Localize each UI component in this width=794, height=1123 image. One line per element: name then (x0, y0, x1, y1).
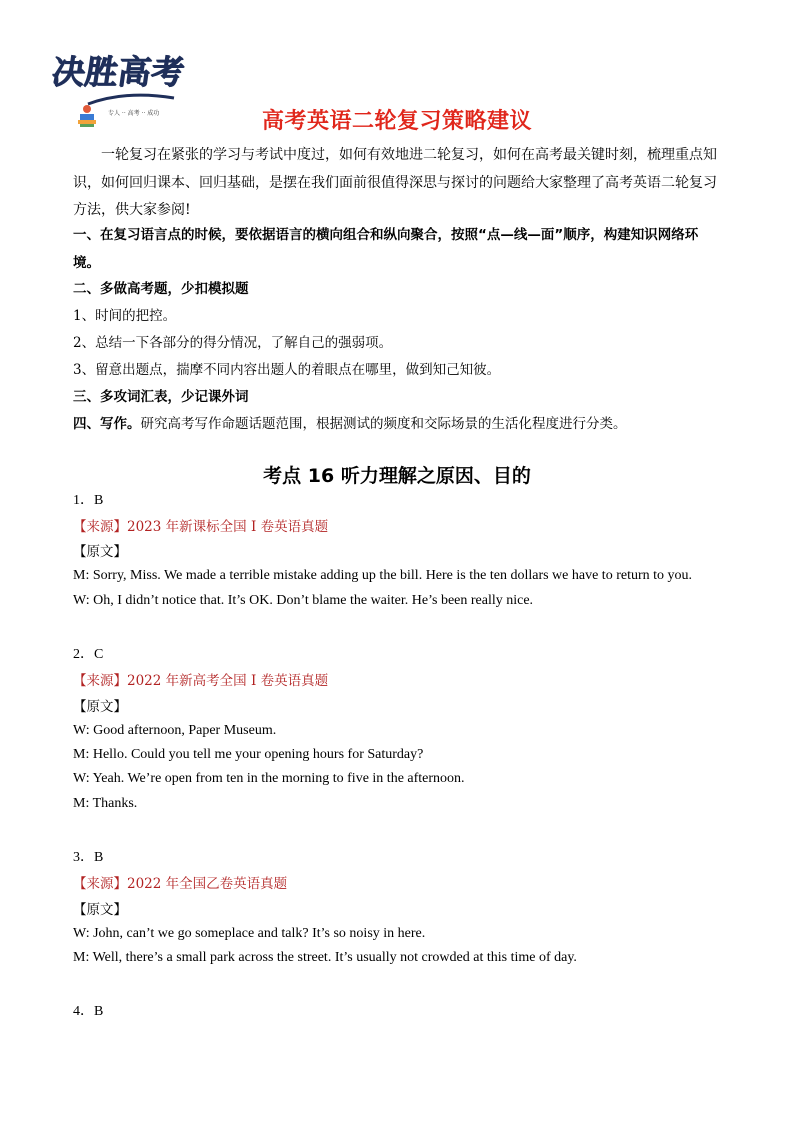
dialogue-line: W: John, can’t we go someplace and talk? It’s so noisy in here. (73, 926, 426, 941)
item-number: 2．C (73, 647, 104, 662)
item-source: 【来源】2022 年新高考全国 I 卷英语真题 (73, 673, 329, 689)
logo-text: 决胜高考 (48, 52, 187, 91)
section-title: 考点 16 听力理解之原因、目的 (263, 465, 531, 487)
dialogue-line: M: Hello. Could you tell me your opening hours for Saturday? (73, 747, 424, 762)
dialogue-line: M: Thanks. (73, 796, 138, 811)
dialogue-line: M: Well, there’s a small park across the street. It’s usually not crowded at this time of day. (73, 950, 577, 965)
item-number: 3．B (73, 850, 104, 865)
item-source: 【来源】2022 年全国乙卷英语真题 (73, 876, 288, 892)
strategy-point-3: 三、多攻词汇表，少记课外词 (73, 389, 249, 405)
dialogue-line: W: Good afternoon, Paper Museum. (73, 723, 277, 738)
item-original-label: 【原文】 (73, 544, 127, 560)
strategy-point-1: 一、在复习语言点的时候，要依据语言的横向组合和纵向聚合，按照“点—线—面”顺序，构建知识网络环境。 (73, 227, 699, 271)
document-title: 高考英语二轮复习策略建议 (261, 109, 532, 134)
item-number: 1．B (73, 493, 104, 508)
item-source: 【来源】2023 年新课标全国 I 卷英语真题 (73, 519, 329, 535)
item-original-label: 【原文】 (73, 699, 127, 715)
strategy-subpoint-2-1: 1、时间的把控。 (73, 308, 177, 324)
dialogue-line: M: Sorry, Miss. We made a terrible mistake adding up the bill. Here is the ten dollars we have to return to you. (73, 568, 693, 583)
item-original-label: 【原文】 (73, 902, 127, 918)
strategy-point-4-heading: 四、写作。 (73, 416, 141, 432)
intro-paragraph: 一轮复习在紧张的学习与考试中度过，如何有效地进二轮复习，如何在高考最关键时刻，梳理重点知识，如何回归课本、回归基础，是摆在我们面前很值得深思与探讨的问题给大家整理了高考英语二轮复习方法，供大家参阅! (73, 147, 717, 218)
strategy-point-4 (73, 412, 627, 432)
strategy-subpoint-2-3: 3、留意出题点，揣摩不同内容出题人的着眼点在哪里，做到知己知彼。 (73, 362, 501, 378)
logo-subtitle: 专人 ·· 高考 ·· 成功 (108, 110, 160, 117)
strategy-point-2: 二、多做高考题，少扣模拟题 (73, 281, 249, 297)
item-number: 4．B (73, 1004, 104, 1019)
dialogue-line: W: Yeah. We’re open from ten in the morning to five in the afternoon. (73, 771, 465, 786)
dialogue-line: W: Oh, I didn’t notice that. It’s OK. Don’t blame the waiter. He’s been really nice. (73, 593, 534, 608)
strategy-subpoint-2-2: 2、总结一下各部分的得分情况，了解自己的强弱项。 (73, 335, 393, 351)
strategy-point-4-body: 研究高考写作命题话题范围，根据测试的频度和交际场景的生活化程度进行分类。 (140, 416, 627, 432)
